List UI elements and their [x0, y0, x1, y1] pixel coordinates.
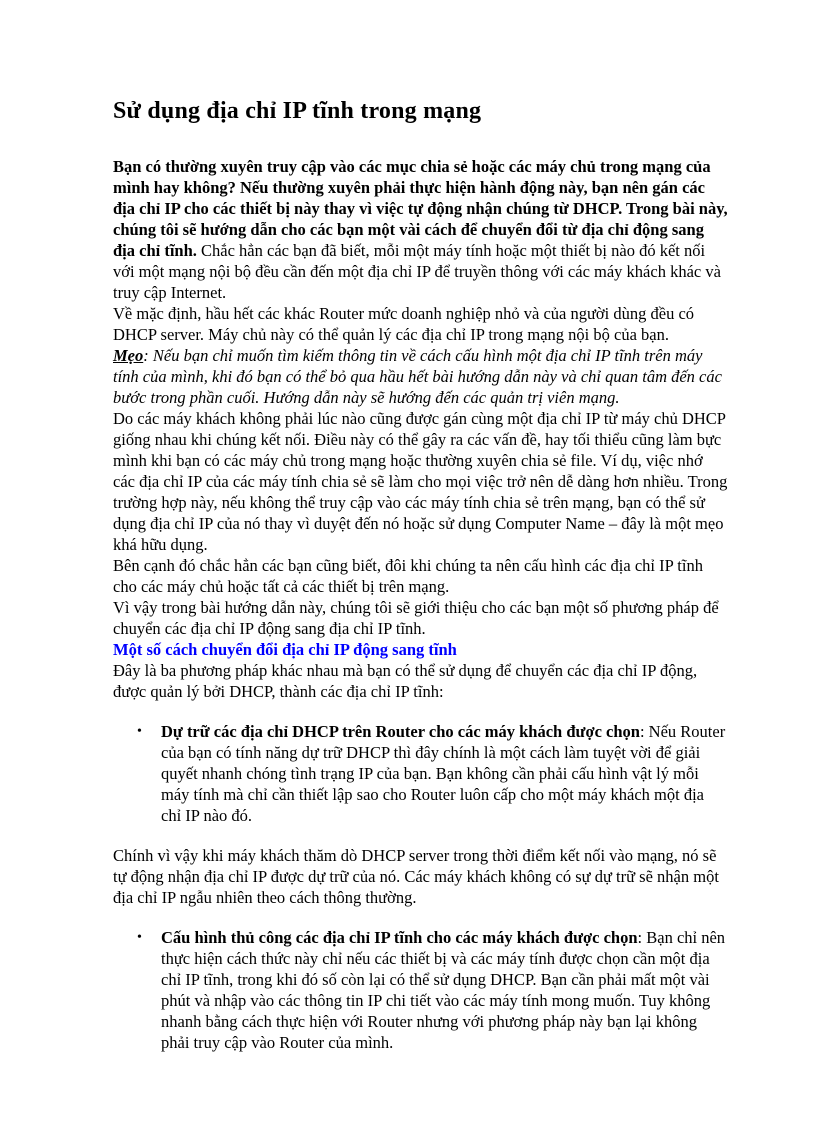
paragraph-besides: Bên cạnh đó chắc hẳn các bạn cũng biết, đôi khi chúng ta nên cấu hình các địa chỉ IP tĩnh cho các máy chủ hoặc tất cả các thiết bị trên mạng. [113, 556, 703, 596]
list-item-body [161, 721, 728, 826]
list-item-label: Dự trữ các địa chỉ DHCP trên Router cho các máy khách được chọn [161, 722, 640, 741]
list-item-manual-static-ip [137, 927, 728, 1053]
intro-bold-run: Bạn có thường xuyên truy cập vào các mục chia sẻ hoặc các máy chủ trong mạng của mình hay không? Nếu thường xuyên phải thực hiện hành động này, bạn nên gán các địa chỉ IP cho các thiết bị này thay vì việc tự động nhận chúng từ DHCP. Trong bài này, chúng tôi sẽ hướng dẫn cho các bạn một vài cách để chuyển đổi từ địa chỉ động sang địa chỉ tĩnh. [113, 157, 728, 260]
list-item-body [161, 927, 728, 1053]
bullet-icon: • [137, 930, 142, 945]
tip-paragraph [113, 345, 728, 408]
paragraph-therefore: Vì vậy trong bài hướng dẫn này, chúng tôi sẽ giới thiệu cho các bạn một số phương pháp để chuyển các địa chỉ IP động sang địa chỉ IP tĩnh. [113, 598, 719, 638]
paragraph-dhcp-issue: Do các máy khách không phải lúc nào cũng được gán cùng một địa chỉ IP từ máy chủ DHCP giống nhau khi chúng kết nối. Điều này có thể gây ra các vấn đề, hay tối thiểu cũng làm bực mình khi bạn có các máy chủ trong mạng hoặc thường xuyên chia sẻ file. Ví dụ, việc nhớ các địa chỉ IP của các máy tính chia sẻ sẽ làm cho mọi việc trở nên dễ dàng hơn nhiều. Trong trường hợp này, nếu không thể truy cập vào các máy tính chia sẻ trên mạng, bạn có thể sử dụng địa chỉ IP của nó thay vì duyệt đến nó hoặc sử dụng Computer Name – đây là một mẹo khá hữu dụng. [113, 409, 728, 554]
tip-label: Mẹo [113, 346, 144, 365]
list-item-text: : Bạn chỉ nên thực hiện cách thức này chỉ nếu các thiết bị và các máy tính được chọn cần một địa chỉ IP tĩnh, trong khi đó số còn lại có thể sử dụng DHCP. Bạn cần phải mất một vài phút và nhập vào các thông tin IP chi tiết vào các máy tính mong muốn. Tuy không nhanh bằng cách thực hiện với Router nhưng với phương pháp này bạn lại không phải truy cập vào Router của mình. [161, 928, 726, 1052]
list-item-dhcp-reservation [137, 721, 728, 826]
paragraph-three-methods: Đây là ba phương pháp khác nhau mà bạn có thể sử dụng để chuyển các địa chỉ IP động, được quản lý bởi DHCP, thành các địa chỉ IP tĩnh: [113, 661, 698, 701]
section-heading-blue: Một số cách chuyển đổi địa chỉ IP động sang tĩnh [113, 640, 457, 659]
paragraph-default-router: Về mặc định, hầu hết các khác Router mức doanh nghiệp nhỏ và của người dùng đều có DHCP server. Máy chủ này có thể quản lý các địa chỉ IP trong mạng nội bộ của bạn. [113, 304, 695, 344]
paragraph-probe: Chính vì vậy khi máy khách thăm dò DHCP server trong thời điểm kết nối vào mạng, nó sẽ tự động nhận địa chỉ IP được dự trữ của nó. Các máy khách không có sự dự trữ sẽ nhận một địa chỉ IP ngẫu nhiên theo cách thông thường. [113, 846, 719, 907]
intro-paragraph [113, 156, 728, 303]
list-item-text: : Nếu Router của bạn có tính năng dự trữ DHCP thì đây chính là một cách làm tuyệt vời để giải quyết nhanh chóng tình trạng IP của bạn. Bạn không cần phải cấu hình vật lý mỗi máy tính mà chỉ cần thiết lập sao cho Router luôn cấp cho một máy khách một địa chỉ IP nào đó. [161, 722, 726, 825]
tip-text: : Nếu bạn chỉ muốn tìm kiếm thông tin về cách cấu hình một địa chỉ IP tĩnh trên máy tính của mình, khi đó bạn có thể bỏ qua hầu hết bài hướng dẫn này và chỉ quan tâm đến các bước trong phần cuối. Hướng dẫn này sẽ hướng đến các quản trị viên mạng. [113, 346, 722, 407]
intro-regular-run: Chắc hẳn các bạn đã biết, mỗi một máy tính hoặc một thiết bị nào đó kết nối với một mạng nội bộ đều cần đến một địa chỉ IP để truyền thông với các máy khách khác và truy cập Internet. [113, 241, 721, 302]
bullet-icon: • [137, 724, 142, 739]
document-title: Sử dụng địa chỉ IP tĩnh trong mạng [113, 98, 482, 124]
list-item-label: Cấu hình thủ công các địa chỉ IP tĩnh cho các máy khách được chọn [161, 928, 638, 947]
